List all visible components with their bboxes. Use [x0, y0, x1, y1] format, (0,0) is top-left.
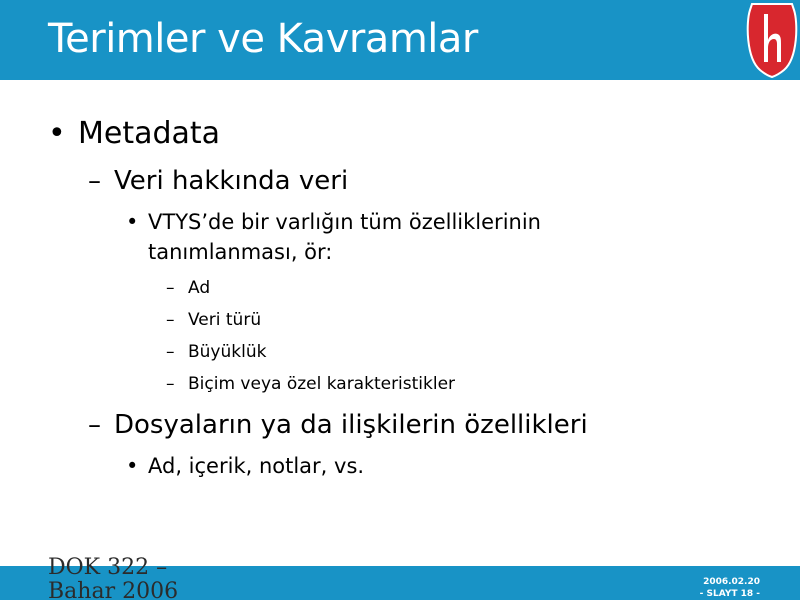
bullet-dot: •	[48, 116, 66, 151]
bullet-dash: –	[88, 410, 101, 440]
university-logo-icon	[744, 0, 800, 80]
bullet-text: Büyüklük	[188, 342, 267, 362]
bullet-dash: –	[166, 278, 175, 298]
bullet-text-line1: VTYS’de bir varlığın tüm özelliklerinin	[148, 210, 541, 234]
course-line-1: DOK 322 –	[48, 555, 168, 580]
bullet-dash: –	[166, 374, 175, 394]
bullet-text: Dosyaların ya da ilişkilerin özellikleri	[114, 410, 588, 440]
bullet-dash: –	[88, 166, 101, 196]
bullet-dot: •	[126, 210, 139, 234]
bullet-text: Ad	[188, 278, 211, 298]
slide-date: 2006.02.20	[703, 577, 760, 587]
bullet-text: Biçim veya özel karakteristikler	[188, 374, 456, 394]
slide-title: Terimler ve Kavramlar	[48, 16, 478, 62]
bullet-text-line2: tanımlanması, ör:	[148, 240, 333, 264]
slide-meta	[640, 576, 760, 600]
course-label	[48, 556, 208, 604]
bullet-dash: –	[166, 310, 175, 330]
slide-number: - SLAYT 18 -	[699, 589, 760, 599]
bullet-text: Veri hakkında veri	[114, 166, 349, 196]
bullet-text: Veri türü	[188, 310, 262, 330]
bullet-text: Ad, içerik, notlar, vs.	[148, 454, 365, 478]
course-line-2: Bahar 2006	[48, 579, 179, 604]
bullet-text: Metadata	[78, 116, 221, 151]
bullet-dot: •	[126, 454, 139, 478]
title-bar	[0, 0, 800, 80]
bullet-dash: –	[166, 342, 175, 362]
